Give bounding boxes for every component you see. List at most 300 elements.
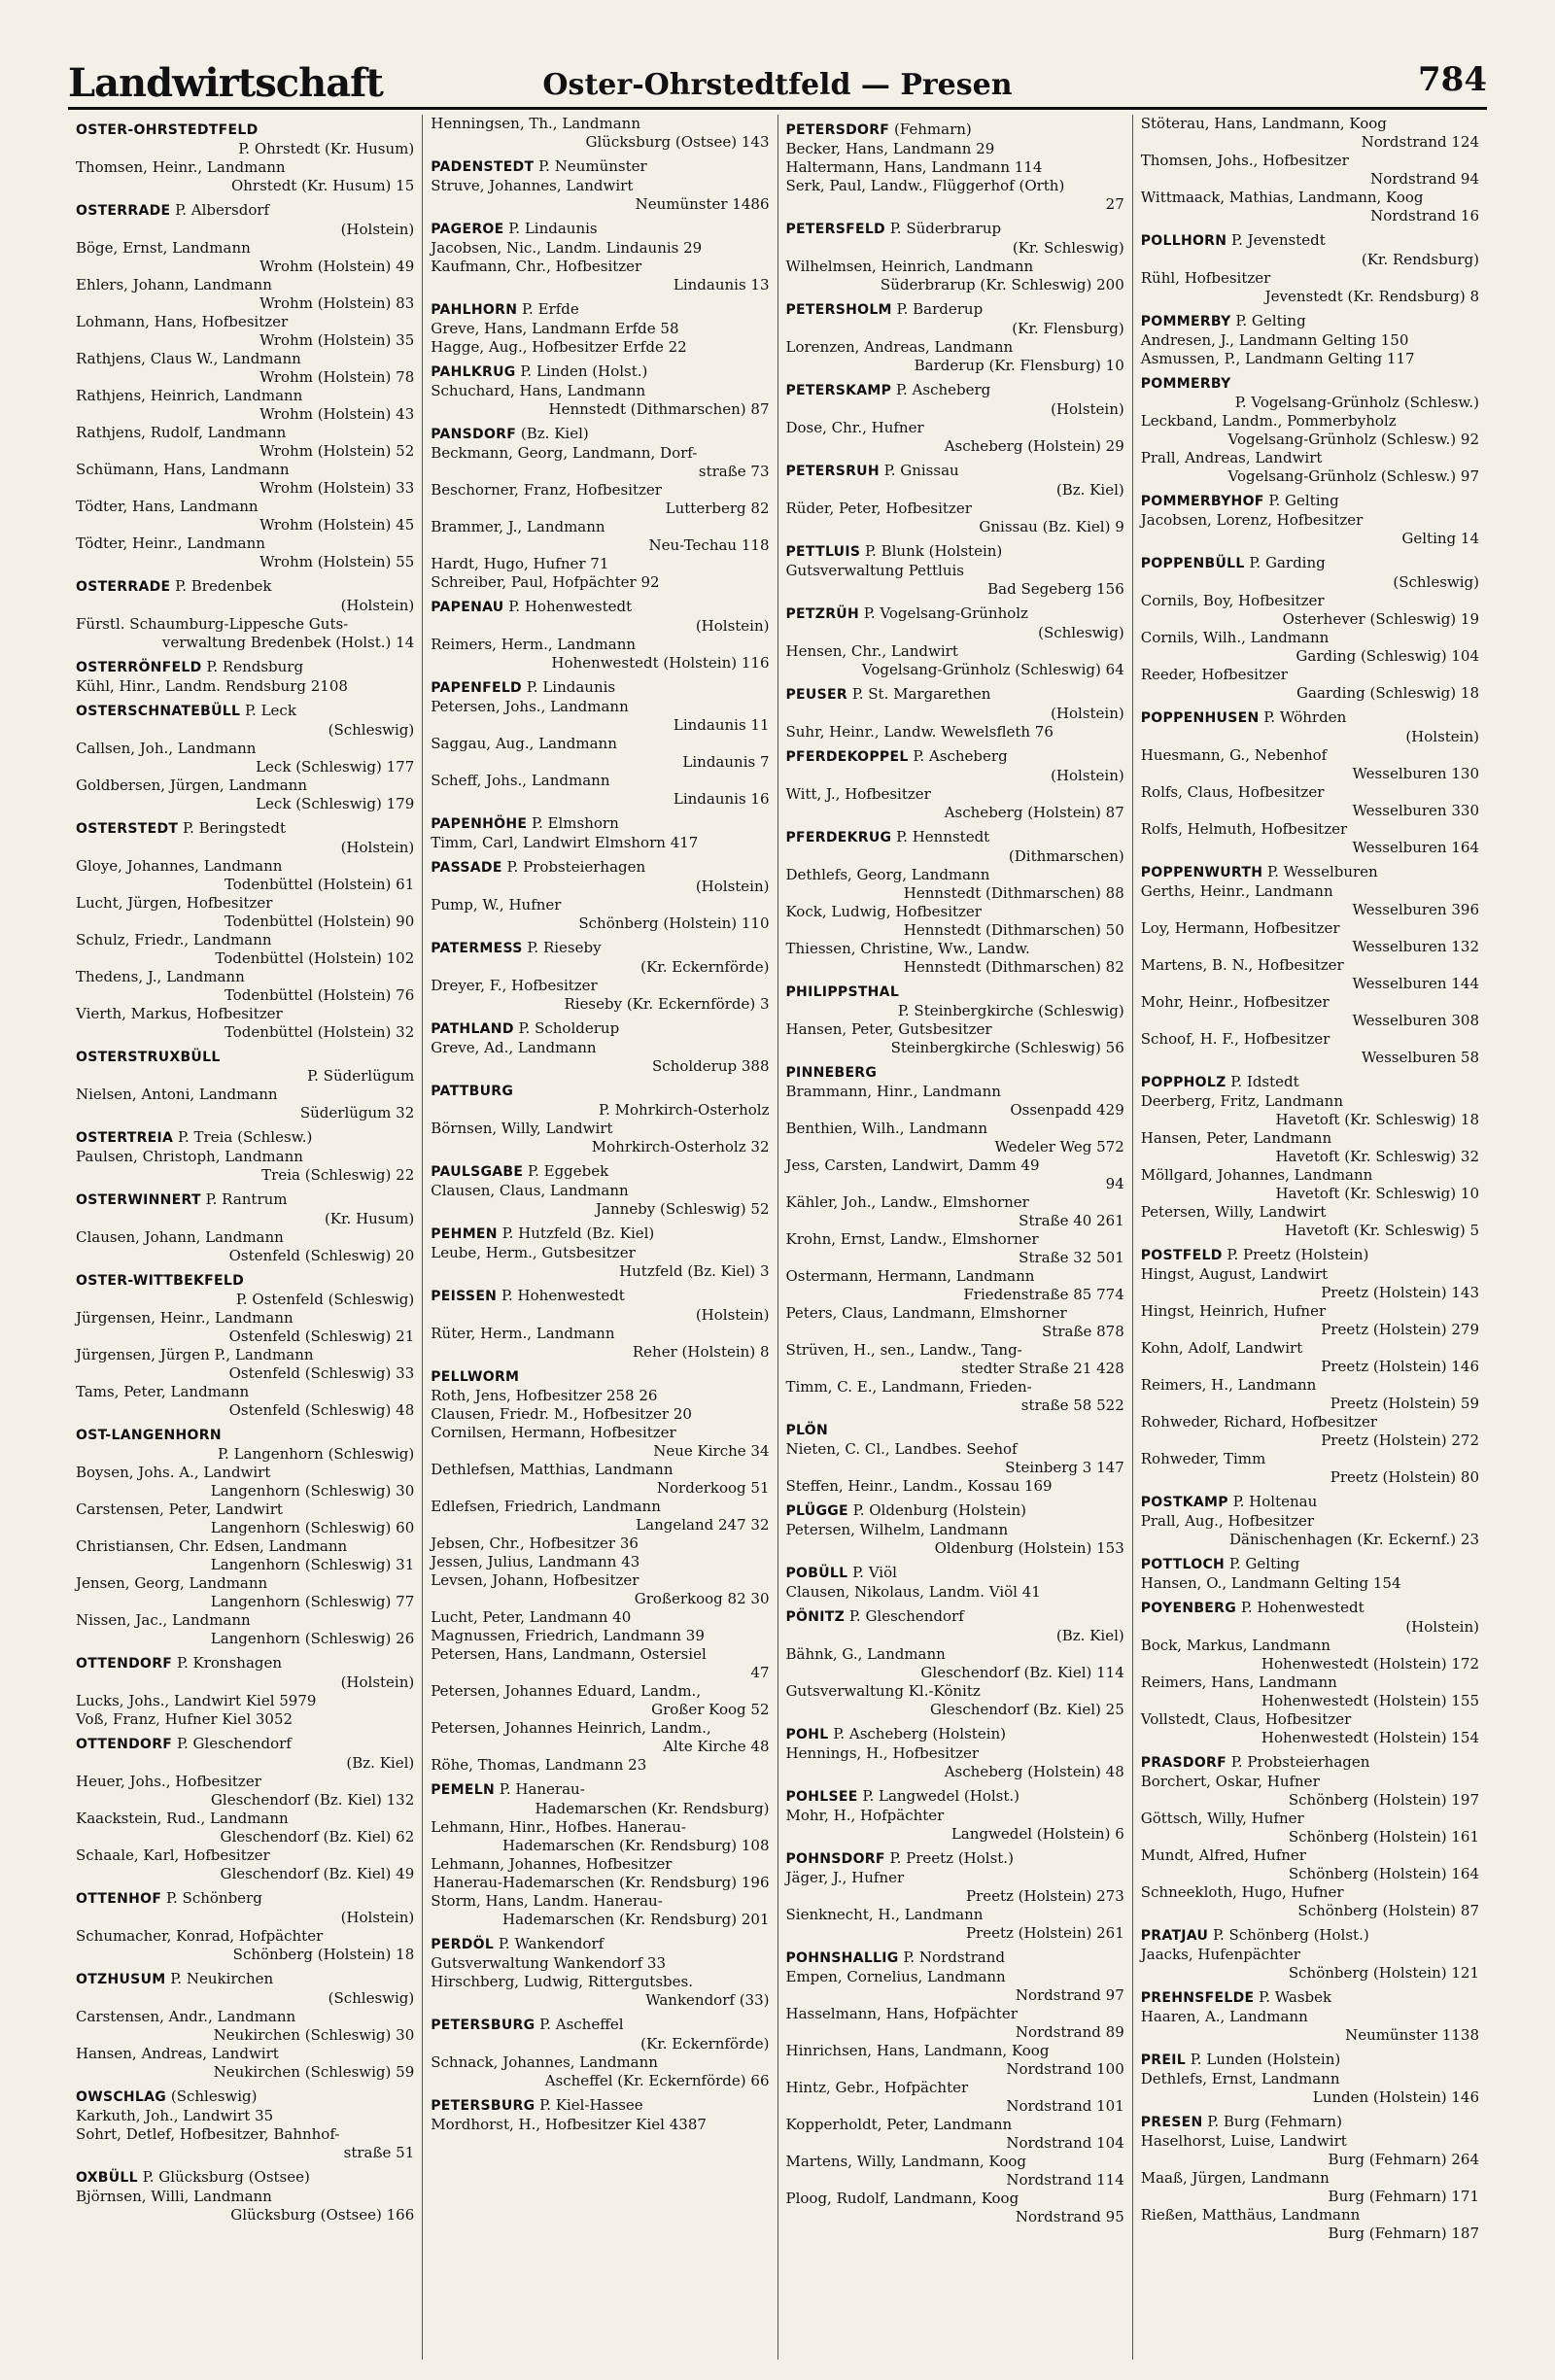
- post-office: P. Ascheberg: [891, 381, 991, 398]
- post-office: P. Probsteierhagen: [501, 858, 646, 876]
- header-rule: [68, 107, 1487, 110]
- place-name: PETZRÜH: [785, 606, 859, 622]
- entry-name: Krohn, Ernst, Landw., Elmshorner: [785, 1230, 1039, 1248]
- place-heading: [76, 2168, 414, 2188]
- entry-name: Bähnk, G., Landmann: [785, 1645, 946, 1663]
- place-subline: P. Ohrstedt (Kr. Husum): [238, 140, 415, 157]
- directory-entry: [76, 387, 414, 424]
- entry-name: Huesmann, G., Nebenhof: [1140, 746, 1328, 764]
- entry-address: Langenhorn (Schleswig) 30: [210, 1482, 415, 1500]
- place-heading: [786, 1564, 1124, 1583]
- post-office: P. Ascheberg (Holstein): [828, 1725, 1007, 1742]
- entry-address: Ossenpadd 429: [1010, 1101, 1124, 1119]
- place-heading: [1141, 1599, 1479, 1618]
- entry-address: Lindaunis 16: [673, 790, 770, 808]
- entry-address: Straße 32 501: [1019, 1249, 1124, 1266]
- directory-entry: [786, 1120, 1124, 1156]
- entry-name: Rolfs, Helmuth, Hofbesitzer: [1140, 820, 1348, 838]
- directory-entry: [1141, 2206, 1479, 2243]
- place-heading: [431, 362, 769, 382]
- place-name: OTZHUSUM: [76, 1972, 166, 1987]
- place-name: PETERSBURG: [431, 2098, 536, 2114]
- entry-name: Kühl, Hinr., Landm. Rendsburg 2108: [76, 677, 348, 695]
- place-subline: (Bz. Kiel): [1055, 481, 1124, 499]
- entry-address: stedter Straße 21 428: [961, 1360, 1124, 1377]
- post-office: P. Probsteierhagen: [1226, 1753, 1370, 1771]
- place-name: POBÜLL: [785, 1566, 848, 1581]
- entry-name: Reimers, Hans, Landmann: [1140, 1673, 1337, 1691]
- directory-entry: [1141, 783, 1479, 820]
- directory-entry: [1141, 1030, 1479, 1067]
- directory-entry: [1141, 189, 1479, 225]
- entry-name: Jessen, Julius, Landmann 43: [431, 1553, 640, 1570]
- directory-entry: [431, 735, 769, 772]
- directory-entry: [431, 977, 769, 1014]
- entry-name: Reimers, H., Landmann: [1140, 1376, 1317, 1394]
- entry-name: Gutsverwaltung Kl.-Könitz: [785, 1682, 981, 1700]
- entry-address: 27: [1105, 195, 1124, 213]
- entry-name: Scheff, Johs., Landmann: [431, 772, 610, 789]
- place-heading: [76, 1128, 414, 1148]
- entry-name: Björnsen, Willi, Landmann: [76, 2188, 272, 2205]
- entry-address: Gleschendorf (Bz. Kiel) 62: [220, 1828, 415, 1845]
- entry-name: Rathjens, Rudolf, Landmann: [76, 424, 287, 441]
- place-name: POHNSHALLIG: [785, 1950, 899, 1966]
- place-subline: (Holstein): [1405, 728, 1479, 745]
- entry-name: Mordhorst, H., Hofbesitzer Kiel 4387: [431, 2116, 707, 2133]
- post-office: P. Jevenstedt: [1227, 231, 1326, 249]
- entry-name: Carstensen, Andr., Landmann: [76, 2008, 296, 2025]
- page-header: [68, 60, 1487, 109]
- place-heading: [786, 462, 1124, 481]
- entry-name: Lehmann, Johannes, Hofbesitzer: [431, 1855, 673, 1873]
- entry-address: Gaarding (Schleswig) 18: [1296, 684, 1479, 702]
- entry-address: Hennstedt (Dithmarschen) 82: [903, 958, 1124, 976]
- entry-address: Bad Segeberg 156: [987, 580, 1124, 598]
- directory-entry: [431, 1182, 769, 1219]
- entry-address: Wrohm (Holstein) 49: [259, 258, 415, 275]
- entry-name: Beckmann, Georg, Landmann, Dorf-: [431, 444, 698, 462]
- place-name: PEMELN: [431, 1782, 496, 1798]
- directory-entry: [76, 1611, 414, 1648]
- post-office: P. Bredenbek: [170, 577, 272, 595]
- post-office: P. Rieseby: [522, 939, 602, 956]
- entry-address: Ostenfeld (Schleswig) 33: [228, 1364, 415, 1382]
- place-heading: [786, 1787, 1124, 1807]
- directory-entry: [786, 2116, 1124, 2153]
- entry-name: Asmussen, P., Landmann Gelting 117: [1140, 350, 1415, 367]
- post-office: P. Blunk (Holstein): [860, 542, 1003, 560]
- entry-address: Wrohm (Holstein) 83: [259, 294, 415, 312]
- post-office: P. Hohenwestedt: [1236, 1599, 1365, 1616]
- entry-name: Jacobsen, Lorenz, Hofbesitzer: [1140, 511, 1364, 529]
- entry-address: Glücksburg (Ostsee) 166: [230, 2206, 415, 2224]
- directory-entry: [1141, 1574, 1479, 1593]
- entry-name: Hennings, H., Hofbesitzer: [785, 1744, 980, 1762]
- place-name: PEISSEN: [431, 1289, 498, 1304]
- post-office: P. Neumünster: [534, 157, 647, 175]
- place-name: PÖNITZ: [785, 1609, 846, 1625]
- entry-name: Deerberg, Fritz, Landmann: [1140, 1092, 1343, 1110]
- place-heading: [1141, 1246, 1479, 1265]
- place-subline: (Holstein): [340, 1909, 415, 1926]
- entry-address: Ostenfeld (Schleswig) 20: [228, 1247, 415, 1264]
- entry-name: Lohmann, Hans, Hofbesitzer: [76, 313, 289, 330]
- directory-entry: [1141, 2008, 1479, 2045]
- entry-address: Oldenburg (Holstein) 153: [934, 1539, 1124, 1557]
- post-office: P. Scholderup: [513, 1019, 620, 1037]
- directory-entry: [76, 1228, 414, 1265]
- directory-entry: [786, 1807, 1124, 1844]
- entry-address: Leck (Schleswig) 179: [256, 795, 415, 812]
- post-office: P. Ascheberg: [908, 747, 1008, 765]
- post-office: P. Gelting: [1263, 492, 1339, 509]
- directory-entry: [786, 1341, 1124, 1378]
- place-heading: [786, 1063, 1124, 1083]
- directory-entry: [431, 1719, 769, 1756]
- entry-address: Burg (Fehmarn) 171: [1328, 2188, 1479, 2205]
- entry-name: Leube, Herm., Gutsbesitzer: [431, 1244, 636, 1261]
- directory-entry: [786, 1968, 1124, 2005]
- entry-name: Edlefsen, Friedrich, Landmann: [431, 1498, 661, 1515]
- place-name: PRATJAU: [1140, 1928, 1209, 1944]
- directory-entry: [1141, 1846, 1479, 1883]
- place-heading: [786, 747, 1124, 767]
- entry-name: Nieten, C. Cl., Landbes. Seehof: [785, 1440, 1018, 1458]
- entry-name: Kaackstein, Rud., Landmann: [76, 1810, 289, 1827]
- entry-address: Preetz (Holstein) 261: [965, 1924, 1124, 1942]
- entry-name: Lucks, Johs., Landwirt Kiel 5979: [76, 1692, 317, 1709]
- entry-name: Mundt, Alfred, Hufner: [1140, 1846, 1306, 1864]
- directory-entry: [431, 1424, 769, 1461]
- directory-entry: [76, 158, 414, 195]
- entry-name: Timm, C. E., Landmann, Frieden-: [785, 1378, 1032, 1396]
- place-heading: [1141, 312, 1479, 331]
- entry-name: Prall, Andreas, Landwirt: [1140, 449, 1323, 466]
- entry-name: Rohweder, Timm: [1140, 1450, 1266, 1467]
- entry-address: Scholderup 388: [652, 1057, 770, 1075]
- directory-entry: [1141, 882, 1479, 919]
- directory-entry: [786, 940, 1124, 977]
- entry-address: Norderkoog 51: [656, 1479, 770, 1497]
- entry-name: Hintz, Gebr., Hofpächter: [785, 2079, 969, 2096]
- entry-name: Rüder, Peter, Hofbesitzer: [785, 500, 972, 517]
- entry-name: Rathjens, Claus W., Landmann: [76, 350, 301, 367]
- directory-entry: [431, 518, 769, 555]
- directory-entry: [431, 772, 769, 809]
- directory-entry: [431, 1608, 769, 1627]
- entry-name: Greve, Ad., Landmann: [431, 1039, 597, 1056]
- entry-name: Strüven, H., sen., Landw., Tang-: [785, 1341, 1022, 1359]
- entry-name: Clausen, Friedr. M., Hofbesitzer 20: [431, 1405, 692, 1423]
- entry-address: Nordstrand 124: [1361, 133, 1479, 151]
- place-heading: [431, 2016, 769, 2035]
- entry-address: Hohenwestedt (Holstein) 172: [1261, 1655, 1479, 1673]
- entry-name: Jess, Carsten, Landwirt, Damm 49: [785, 1156, 1040, 1174]
- entry-name: Borchert, Oskar, Hufner: [1140, 1773, 1320, 1790]
- place-heading: [431, 2096, 769, 2116]
- place-subline: (Holstein): [340, 221, 415, 238]
- entry-address: Burg (Fehmarn) 187: [1328, 2225, 1479, 2242]
- directory-entry: [431, 555, 769, 573]
- directory-entry: [786, 1230, 1124, 1267]
- entry-address: Nordstrand 97: [1015, 1986, 1124, 2004]
- place-subline: (Holstein): [340, 1673, 415, 1691]
- directory-entry: [1141, 919, 1479, 956]
- entry-name: Haaren, A., Landmann: [1140, 2008, 1308, 2025]
- entry-address: Wrohm (Holstein) 78: [259, 368, 415, 386]
- place-heading: [76, 658, 414, 677]
- entry-address: Langenhorn (Schleswig) 26: [210, 1630, 415, 1647]
- entry-name: Gerths, Heinr., Landmann: [1140, 882, 1333, 900]
- entry-name: Voß, Franz, Hufner Kiel 3052: [76, 1710, 294, 1728]
- post-office: P. Rendsburg: [201, 658, 304, 675]
- directory-entry: [76, 776, 414, 813]
- directory-entry: [786, 2190, 1124, 2226]
- directory-entry: [1141, 1376, 1479, 1413]
- place-name: POTTLOCH: [1140, 1557, 1226, 1572]
- directory-entry: [76, 2125, 414, 2162]
- entry-address: Todenbüttel (Holstein) 61: [224, 876, 415, 893]
- entry-name: Rießen, Matthäus, Landmann: [1140, 2206, 1361, 2224]
- place-name: PETERSHOLM: [785, 302, 892, 318]
- post-office: P. Süderbrarup: [884, 220, 1002, 237]
- entry-name: Göttsch, Willy, Hufner: [1140, 1810, 1304, 1827]
- entry-name: Reeder, Hofbesitzer: [1140, 666, 1288, 683]
- place-subline: (Holstein): [1051, 400, 1124, 418]
- place-name: POHNSDORF: [785, 1851, 885, 1867]
- entry-address: Preetz (Holstein) 146: [1321, 1358, 1479, 1375]
- entry-address: Preetz (Holstein) 279: [1321, 1321, 1479, 1338]
- entry-name: Nielsen, Antoni, Landmann: [76, 1086, 278, 1103]
- entry-address: Süderbrarup (Kr. Schleswig) 200: [880, 276, 1124, 293]
- directory-entry: [431, 2116, 769, 2134]
- place-heading: [786, 220, 1124, 239]
- entry-address: Todenbüttel (Holstein) 32: [224, 1023, 415, 1041]
- post-office: P. Garding: [1244, 554, 1326, 571]
- directory-entry: [786, 1156, 1124, 1193]
- place-heading: [786, 828, 1124, 847]
- directory-entry: [1141, 2169, 1479, 2206]
- directory-entry: [786, 500, 1124, 536]
- place-subline: (Schleswig): [328, 1989, 415, 2007]
- entry-name: Möllgard, Johannes, Landmann: [1140, 1166, 1373, 1184]
- place-heading: [786, 1421, 1124, 1440]
- place-name: POMMERBY: [1140, 314, 1231, 329]
- place-subline: P. Steinbergkirche (Schleswig): [897, 1002, 1124, 1019]
- place-name: POPPHOLZ: [1140, 1075, 1227, 1090]
- directory-entry: [76, 461, 414, 498]
- entry-name: Börnsen, Willy, Landwirt: [431, 1120, 613, 1137]
- directory-entry: [431, 1682, 769, 1719]
- directory-entry: [431, 1954, 769, 1973]
- place-subline: (Holstein): [695, 617, 770, 635]
- entry-address: Schönberg (Holstein) 164: [1288, 1865, 1479, 1882]
- directory-entry: [431, 1973, 769, 2010]
- directory-entry: [76, 2008, 414, 2045]
- directory-entry: [786, 1682, 1124, 1719]
- entry-name: Nissen, Jac., Landmann: [76, 1611, 251, 1629]
- place-name: POHL: [785, 1727, 829, 1742]
- directory-entry: [431, 177, 769, 214]
- directory-entry: [1141, 1265, 1479, 1302]
- entry-address: Wesselburen 58: [1362, 1049, 1479, 1066]
- entry-name: Suhr, Heinr., Landw. Wewelsfleth 76: [785, 723, 1054, 741]
- entry-name: Ploog, Rudolf, Landmann, Koog: [785, 2190, 1019, 2207]
- place-heading: [76, 1889, 414, 1909]
- entry-name: Greve, Hans, Landmann Erfde 58: [431, 320, 679, 337]
- entry-name: Paulsen, Christoph, Landmann: [76, 1148, 303, 1165]
- directory-entry: [1141, 511, 1479, 548]
- place-name: PAGEROE: [431, 222, 504, 237]
- place-name: PAPENFELD: [431, 680, 522, 696]
- entry-name: Levsen, Johann, Hofbesitzer: [431, 1571, 639, 1589]
- entry-name: Magnussen, Friedrich, Landmann 39: [431, 1627, 705, 1644]
- post-office: P. Beringstedt: [178, 819, 286, 837]
- entry-name: Kopperholdt, Peter, Landmann: [785, 2116, 1013, 2133]
- place-subline: (Holstein): [1405, 1618, 1479, 1636]
- place-heading: [76, 1654, 414, 1673]
- post-office: P. Leck: [240, 702, 296, 719]
- place-name: PAPENAU: [431, 600, 504, 615]
- directory-entry: [76, 1846, 414, 1883]
- place-name: PATERMESS: [431, 941, 523, 956]
- post-office: P. Ascheffel: [535, 2016, 624, 2033]
- entry-name: Jebsen, Chr., Hofbesitzer 36: [431, 1535, 639, 1552]
- entry-name: Roth, Jens, Hofbesitzer 258 26: [431, 1387, 658, 1404]
- directory-entry: [786, 1906, 1124, 1943]
- entry-name: Jensen, Georg, Landmann: [76, 1574, 268, 1592]
- directory-entry: [431, 2053, 769, 2090]
- entry-address: Hohenwestedt (Holstein) 116: [551, 654, 770, 672]
- entry-address: Barderup (Kr. Flensburg) 10: [914, 357, 1124, 374]
- entry-name: Sienknecht, H., Landmann: [785, 1906, 984, 1923]
- directory-entry: [76, 1383, 414, 1420]
- directory-entry: [1141, 666, 1479, 703]
- directory-entry: [431, 481, 769, 518]
- entry-address: Langenhorn (Schleswig) 77: [210, 1593, 415, 1610]
- place-heading: [431, 220, 769, 239]
- entry-address: Todenbüttel (Holstein) 102: [215, 949, 415, 967]
- entry-name: Kohn, Adolf, Landwirt: [1140, 1339, 1303, 1357]
- entry-address: Gelting 14: [1401, 530, 1479, 547]
- entry-address: Burg (Fehmarn) 264: [1328, 2151, 1479, 2168]
- directory-entry: [431, 636, 769, 673]
- entry-name: Cornilsen, Hermann, Hofbesitzer: [431, 1424, 676, 1441]
- place-subline: P. Ostenfeld (Schleswig): [235, 1291, 415, 1308]
- entry-name: Petersen, Wilhelm, Landmann: [785, 1521, 1009, 1538]
- directory-entry: [431, 1405, 769, 1424]
- place-name: PEUSER: [785, 687, 847, 703]
- place-name: PETERSBURG: [431, 2018, 536, 2033]
- place-name: OST-LANGENHORN: [76, 1428, 222, 1443]
- entry-address: Lindaunis 11: [673, 716, 770, 734]
- place-name: POLLHORN: [1140, 233, 1227, 249]
- entry-address: Neue Kirche 34: [653, 1442, 770, 1460]
- place-heading: [1141, 492, 1479, 511]
- entry-address: Treia (Schleswig) 22: [261, 1166, 415, 1184]
- directory-entry: [431, 1855, 769, 1892]
- directory-entry: [1141, 1710, 1479, 1747]
- directory-entry: [431, 1756, 769, 1775]
- place-name: PETTLUIS: [785, 544, 861, 560]
- entry-name: Callsen, Joh., Landmann: [76, 740, 257, 757]
- entry-name: Thomsen, Johs., Hofbesitzer: [1140, 152, 1349, 169]
- entry-name: Tödter, Hans, Landmann: [76, 498, 259, 515]
- entry-address: Ohrstedt (Kr. Husum) 15: [230, 177, 415, 194]
- directory-entry: [1141, 269, 1479, 306]
- place-subline: (Kr. Eckernförde): [640, 958, 770, 976]
- entry-address: Ostenfeld (Schleswig) 21: [228, 1328, 415, 1345]
- place-name: PREIL: [1140, 2052, 1186, 2068]
- entry-address: Langeland 247 32: [636, 1516, 770, 1534]
- entry-name: Röhe, Thomas, Landmann 23: [431, 1756, 647, 1774]
- entry-address: Todenbüttel (Holstein) 76: [224, 986, 415, 1004]
- place-heading: [431, 425, 769, 444]
- place-heading: [76, 1190, 414, 1210]
- directory-entry: [76, 1927, 414, 1964]
- post-office: P. St. Margarethen: [847, 685, 991, 703]
- place-name: POPPENHUSEN: [1140, 710, 1260, 726]
- place-heading: [76, 1271, 414, 1291]
- entry-name: Jacobsen, Nic., Landm. Lindaunis 29: [431, 239, 703, 257]
- directory-entry: [786, 1020, 1124, 1057]
- place-heading: [786, 121, 1124, 140]
- entry-name: Haselhorst, Luise, Landwirt: [1140, 2132, 1347, 2150]
- directory-entry: [1141, 152, 1479, 189]
- entry-address: Todenbüttel (Holstein) 90: [224, 913, 415, 930]
- directory-entry: [1141, 1302, 1479, 1339]
- entry-address: Wrohm (Holstein) 55: [259, 553, 415, 570]
- place-heading: [786, 685, 1124, 705]
- directory-entry: [1141, 993, 1479, 1030]
- entry-address: Garding (Schleswig) 104: [1296, 647, 1479, 665]
- entry-name: Clausen, Nikolaus, Landm. Viöl 41: [785, 1583, 1041, 1601]
- entry-name: Andresen, J., Landmann Gelting 150: [1140, 331, 1409, 349]
- entry-name: Storm, Hans, Landm. Hanerau-: [431, 1892, 663, 1910]
- entry-address: Havetoft (Kr. Schleswig) 32: [1275, 1148, 1479, 1165]
- entry-name: Mohr, Heinr., Hofbesitzer: [1140, 993, 1330, 1011]
- directory-entry: [1141, 1166, 1479, 1203]
- entry-address: Wrohm (Holstein) 35: [259, 331, 415, 349]
- directory-entry: [431, 1627, 769, 1645]
- directory-entry: [786, 562, 1124, 599]
- post-office: P. Barderup: [891, 300, 984, 318]
- place-heading: [1141, 1926, 1479, 1946]
- entry-address: Nordstrand 95: [1015, 2208, 1124, 2225]
- entry-name: Hirschberg, Ludwig, Rittergutsbes.: [431, 1973, 693, 1990]
- place-heading: [76, 1970, 414, 1989]
- directory-entry: [786, 338, 1124, 375]
- post-office: P. Wasbek: [1254, 1988, 1332, 2006]
- entry-name: Wilhelmsen, Heinrich, Landmann: [785, 258, 1034, 275]
- entry-name: Vierth, Markus, Hofbesitzer: [76, 1005, 283, 1022]
- post-office: P. Langwedel (Holst.): [857, 1787, 1020, 1805]
- place-name: PERDÖL: [431, 1937, 495, 1952]
- directory-entry: [786, 158, 1124, 177]
- post-office: P. Gnissau: [879, 462, 959, 479]
- post-office: (Fehmarn): [889, 121, 972, 138]
- directory-entry: [786, 419, 1124, 456]
- post-office: P. Burg (Fehmarn): [1202, 2113, 1342, 2130]
- directory-entry: [76, 1086, 414, 1122]
- entry-address: Preetz (Holstein) 143: [1321, 1284, 1479, 1301]
- post-office: P. Hanerau-: [495, 1780, 585, 1798]
- place-name: POHLSEE: [785, 1789, 858, 1805]
- entry-address: Nordstrand 101: [1006, 2097, 1124, 2115]
- entry-address: Havetoft (Kr. Schleswig) 5: [1284, 1222, 1479, 1239]
- place-heading: [786, 604, 1124, 624]
